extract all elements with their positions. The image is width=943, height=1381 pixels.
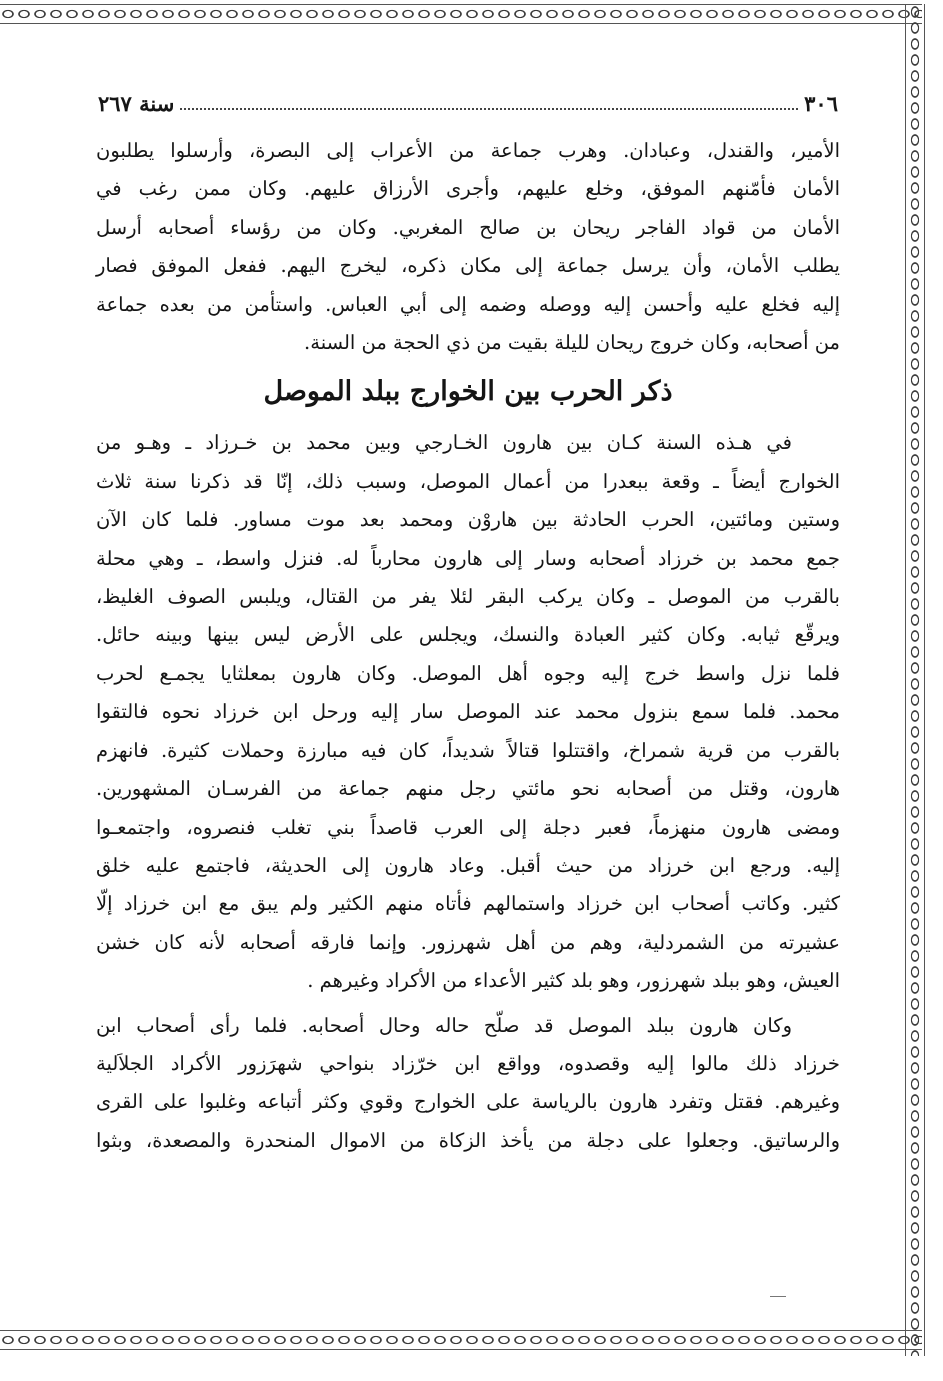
footnote-rule <box>770 1296 786 1297</box>
text-line: محمد. فلما سمع بنزول محمد عند الموصل سار إليه ورحل ابن خرزاد نحوه فالتقوا <box>96 700 840 724</box>
text-line: الأمير، والقندل، وعبادان. وهرب جماعة من الأعراب إلى البصرة، وأرسلوا يطلبون <box>96 139 840 162</box>
decorative-border-bottom <box>0 1330 922 1350</box>
text-line: في هـذه السنة كـان بين هارون الخـارجي وبين محمد بن خـرزاد ـ وهـو من <box>96 431 792 455</box>
text-line: من أصحابه، وكان خروج ريحان لليلة بقيت من ذي الحجة من السنة. <box>304 331 840 355</box>
text-line: وستين ومائتين، الحرب الحادثة بين هاروْن ومحمد بعد موت مساور. فلما كان الآن <box>96 508 840 532</box>
text-line: إليه فخلع عليه وأحسن إليه ووصله وضمه إلى أبي العباس. واستأمن من بعده جماعة <box>96 292 840 316</box>
intro-paragraph <box>96 132 840 362</box>
text-line: ومضى هارون منهزماً، فعبر دجلة إلى العرب قاصداً بني تغلب فنصروه، واجتمعـوا <box>96 815 840 839</box>
page-body <box>96 132 840 1160</box>
text-line: هارون، وقتل من أصحابه نحو مائتي رجل منهم جماعة من الفرسـان المشهورين. <box>96 777 840 801</box>
text-line: يطلب الأمان، وأن يرسل جماعة إلى مكان ذكره، ليخرج اليهم. ففعل الموفق فصار <box>96 254 840 278</box>
text-line: عشيرته من الشمردلية، وهم من أهل شهرزور. وإنما فارقه أصحابه لأنه كان خشن <box>96 930 840 954</box>
decorative-border-top <box>0 4 922 24</box>
text-line: الأمان من قواد الفاجر ريحان بن صالح المغربي. وكان من رؤساء أصحابه أرسل <box>96 215 840 239</box>
text-line: الخوارج أيضاً ـ وقعة ببعدرا من أعمال الموصل، وسبب ذلك، إنّا قد ذكرنا سنة ثلاث <box>96 469 840 493</box>
text-line: والرساتيق. وجعلوا على دجلة من يأخذ الزكاة من الاموال المنحدرة والمصعدة، وبثوا <box>96 1128 840 1152</box>
decorative-border-right <box>905 4 925 1356</box>
text-line: كثير. وكاتب أصحاب ابن خرزاد واستمالهم فأتاه منهم الكثير ولم يبق مع ابن خرزاد إلّا <box>96 892 840 916</box>
text-line: إليه. ورجع ابن خرزاد من حيث أقبل. وعاد هارون إلى الحديثة، فاجتمع عليه خلق <box>96 853 840 877</box>
running-header <box>98 86 838 116</box>
text-line: الأمان فأمّنهم الموفق، وخلع عليهم، وأجرى الأرزاق عليهم. وكان ممن رغب في <box>96 177 840 201</box>
text-line: جمع محمد بن خرزاد أصحابه وسار إلى هارون محارباً له. فنزل واسط، ـ وهي محلة <box>96 546 840 570</box>
text-line: خرزاد ذلك مالوا إليه وقصدوه، وواقع ابن خرّزاد بنواحي شهرَزور الأكراد الجلاَلية <box>96 1051 840 1075</box>
section-paragraph-2 <box>96 1007 840 1161</box>
text-line: بالقرب من الموصل ـ وكان يركب البقر لئلا يفر من القتال، ويلبس الصوف الغليظ، <box>96 585 840 609</box>
text-line: بالقرب من قرية شمراخ، واقتتلوا قتالاً شديداً، كان فيه مبارزة وحملات كثيرة. فانهزم <box>96 738 840 762</box>
year-label: سنة ٢٦٧ <box>98 91 175 116</box>
page-number: ٣٠٦ <box>804 91 838 116</box>
text-line: وكان هارون ببلد الموصل قد صلّح حاله وحال أصحابه. فلما رأى أصحاب ابن <box>96 1013 792 1037</box>
header-dot-leader <box>180 107 798 110</box>
text-line: فلما نزل واسط خرج إليه وجوه أهل الموصل. وكان هارون بمعلثايا يجمـع لحرب <box>96 661 840 685</box>
section-title: ذكر الحرب بين الخوارج ببلد الموصل <box>263 376 673 408</box>
text-line: العيش، وهو ببلد شهرزور، وهو بلد كثير الأعداء من الأكراد وغيرهم . <box>307 969 840 993</box>
text-line: وغيرهم. فقتل وتفرد هارون بالرياسة على الخوارج وقوي وكثر أتباعه وغلبوا على القرى <box>96 1090 840 1114</box>
text-line: ويرقّع ثيابه. وكان كثير العبادة والنسك، ويجلس على الأرض ليس بينها وبينه حائل. <box>96 623 840 647</box>
section-paragraph-1 <box>96 424 840 1000</box>
